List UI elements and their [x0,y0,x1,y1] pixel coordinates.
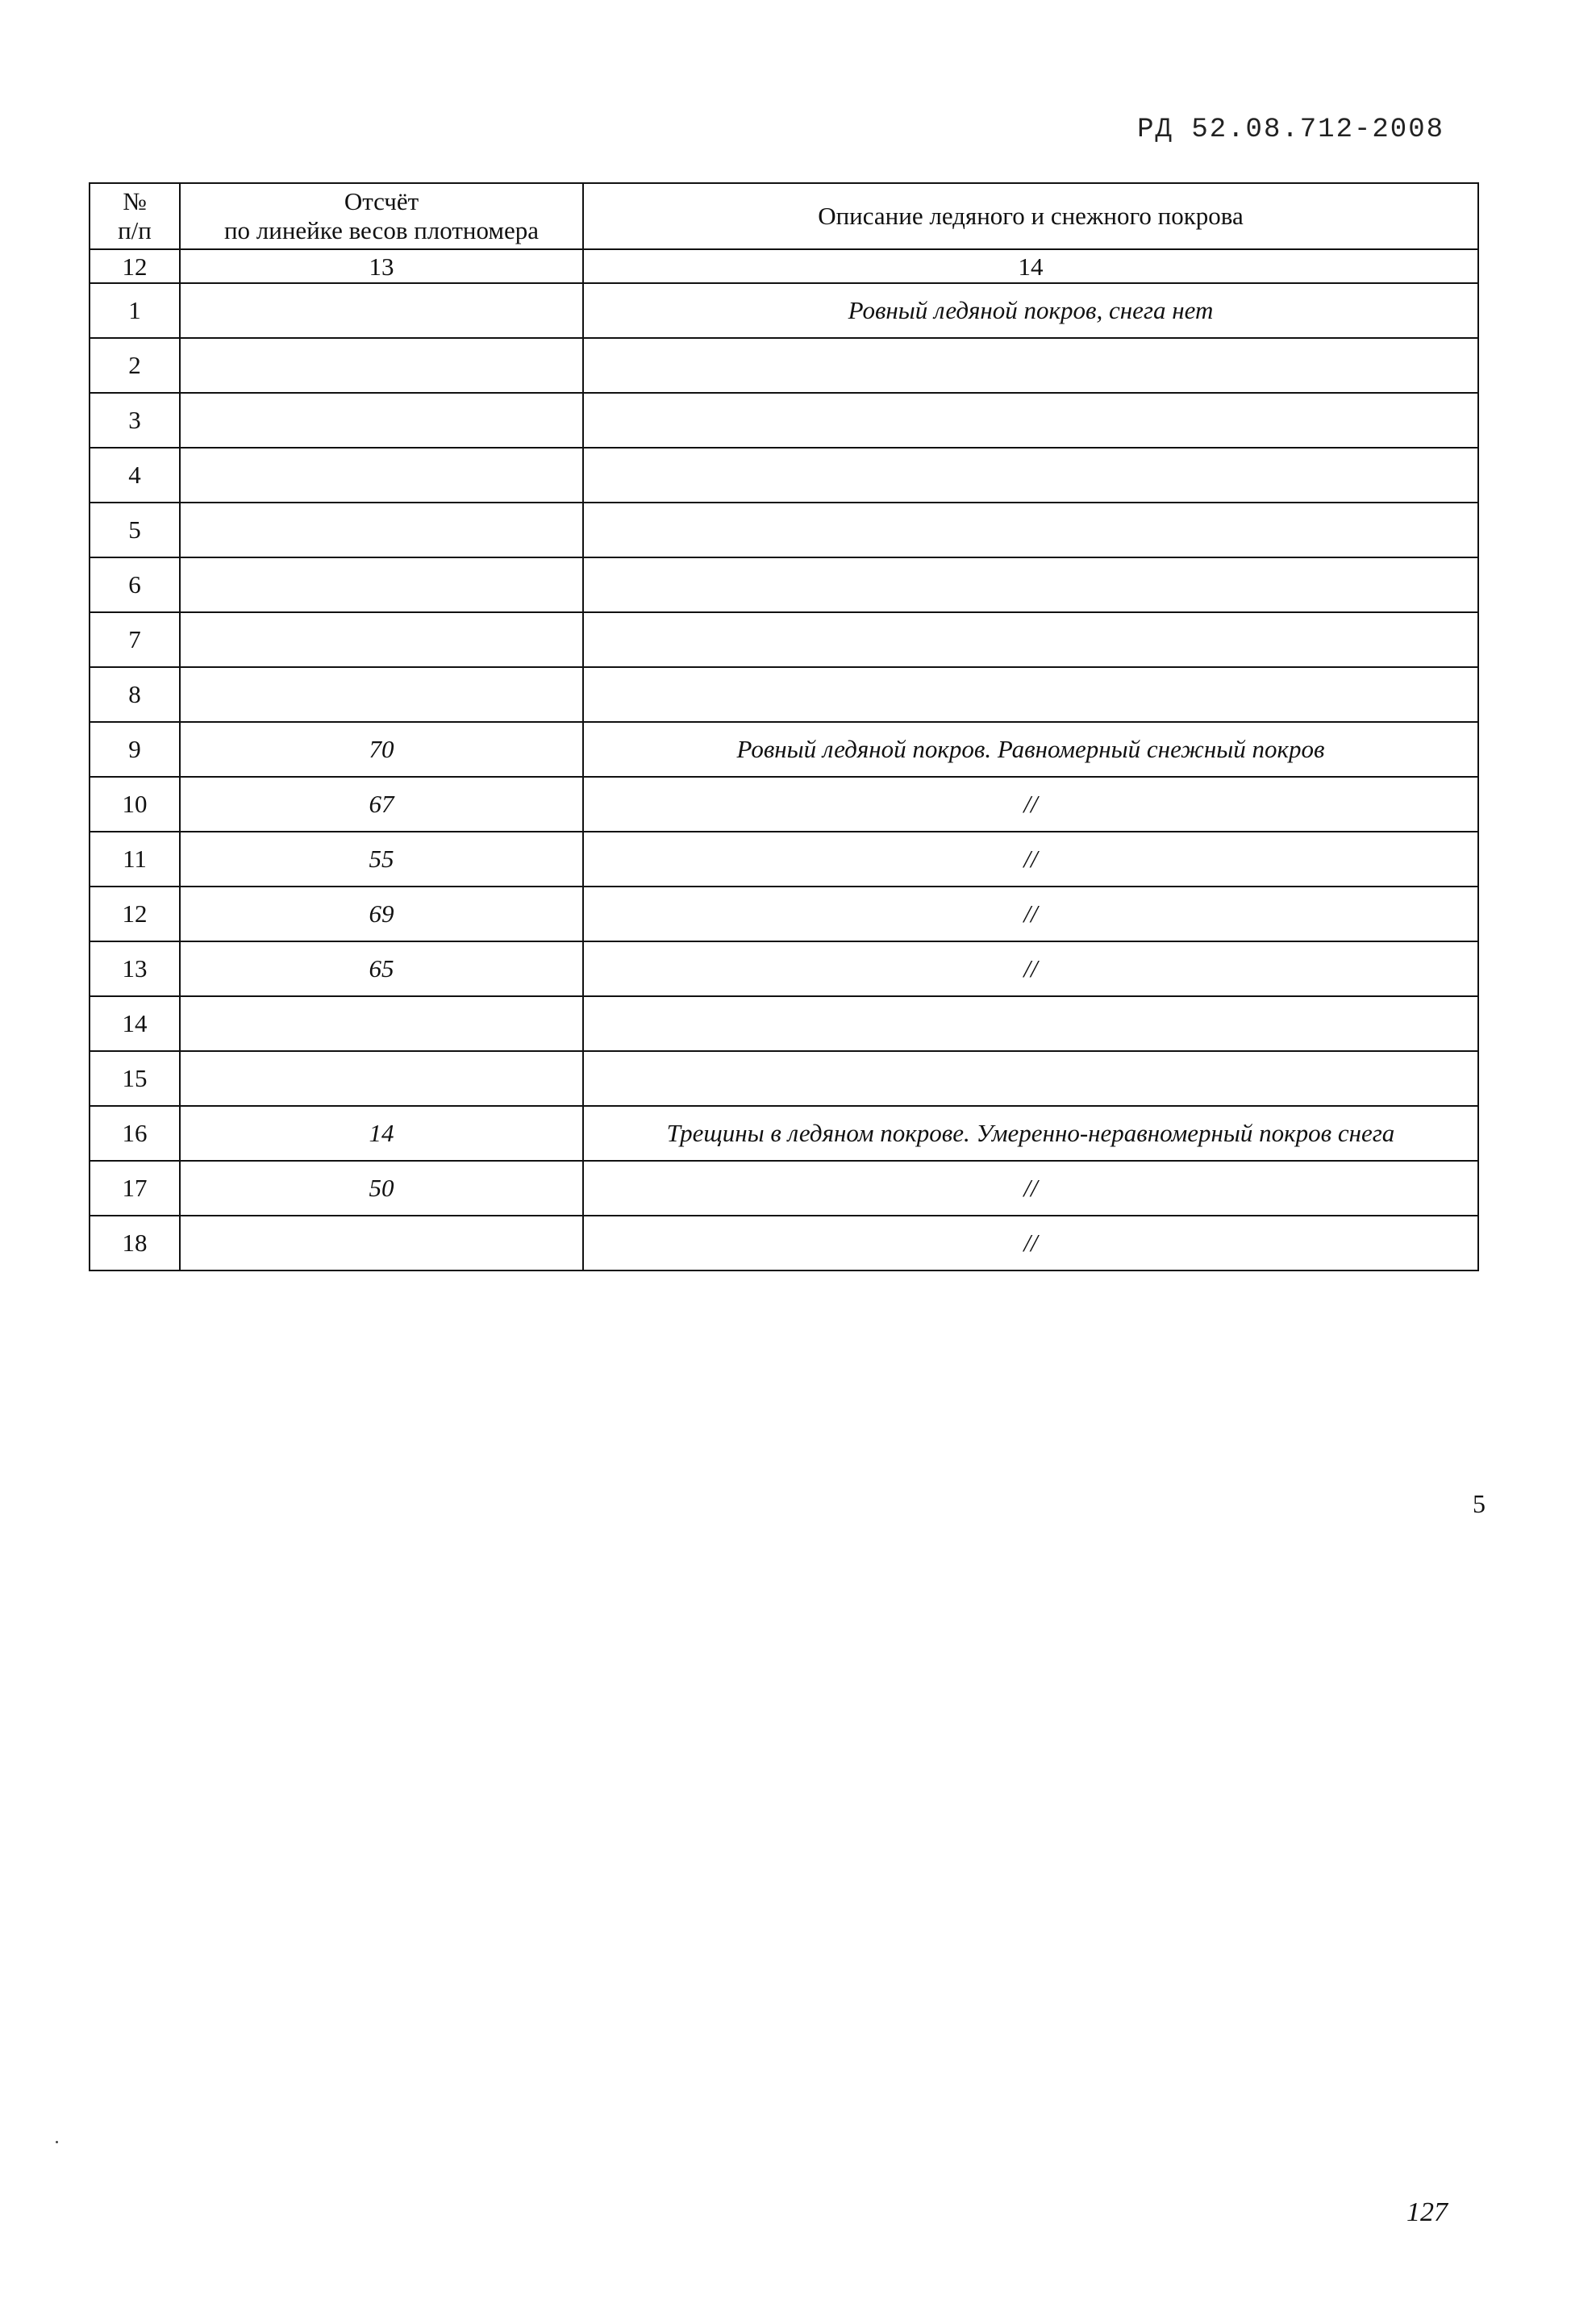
reading-cell [180,1051,583,1106]
description-cell [583,612,1478,667]
header-description: Описание ледяного и снежного покрова [583,183,1478,249]
reading-cell: 50 [180,1161,583,1216]
reading-cell [180,1216,583,1270]
table-row [90,996,1478,1051]
document-code: РД 52.08.712-2008 [1137,115,1444,145]
description-cell: Ровный ледяной покров, снега нет [583,283,1478,338]
table-row [90,832,1478,887]
row-number-cell: 18 [90,1216,180,1270]
header-num-abbrev: п/п [118,216,152,244]
row-number-cell: 14 [90,996,180,1051]
row-number-cell: 7 [90,612,180,667]
table-row [90,557,1478,612]
table-row [90,777,1478,832]
table-row [90,338,1478,393]
row-number-cell: 4 [90,448,180,503]
table-row [90,941,1478,996]
reading-cell: 14 [180,1106,583,1161]
table-row [90,503,1478,557]
description-cell [583,1051,1478,1106]
side-number: 5 [1473,1489,1486,1518]
description-cell: // [583,832,1478,887]
reading-cell: 65 [180,941,583,996]
description-cell: // [583,941,1478,996]
table-row [90,283,1478,338]
row-number-cell: 6 [90,557,180,612]
reading-cell [180,667,583,722]
reading-cell [180,393,583,448]
description-cell: // [583,1161,1478,1216]
reading-cell: 70 [180,722,583,777]
reading-cell: 69 [180,887,583,941]
description-cell: Ровный ледяной покров. Равномерный снежный покров [583,722,1478,777]
description-cell: // [583,887,1478,941]
header-reading-line2: по линейке весов плотномера [223,216,540,244]
table-row [90,887,1478,941]
page-number: 127 [1406,2197,1448,2227]
table-row [90,448,1478,503]
description-cell [583,557,1478,612]
reading-cell [180,612,583,667]
row-number-cell: 3 [90,393,180,448]
row-number-cell: 8 [90,667,180,722]
row-number-cell: 9 [90,722,180,777]
reading-cell [180,503,583,557]
description-cell [583,338,1478,393]
table-row [90,722,1478,777]
header-reading-line1: Отсчёт [344,187,419,216]
description-cell: Трещины в ледяном покрове. Умеренно-неравномерный покров снега [583,1106,1478,1161]
header-num [90,183,180,249]
reading-cell [180,283,583,338]
column-number: 13 [180,249,583,283]
row-number-cell: 2 [90,338,180,393]
table-row [90,1161,1478,1216]
reading-cell: 55 [180,832,583,887]
description-cell [583,996,1478,1051]
reading-cell: 67 [180,777,583,832]
row-number-cell: 17 [90,1161,180,1216]
reading-cell [180,996,583,1051]
header-num-symbol: № [123,187,147,216]
table-row [90,393,1478,448]
row-number-cell: 5 [90,503,180,557]
description-cell [583,448,1478,503]
description-cell: // [583,1216,1478,1270]
row-number-cell: 15 [90,1051,180,1106]
table-row [90,1051,1478,1106]
row-number-cell: 11 [90,832,180,887]
header-row [90,183,1478,249]
reading-cell [180,557,583,612]
table-body [90,283,1478,1270]
description-cell: // [583,777,1478,832]
table-row [90,612,1478,667]
header-reading [180,183,583,249]
row-number-cell: 10 [90,777,180,832]
row-number-cell: 1 [90,283,180,338]
table-row [90,667,1478,722]
description-cell [583,503,1478,557]
row-number-cell: 12 [90,887,180,941]
column-number: 14 [583,249,1478,283]
table-row [90,1216,1478,1270]
description-cell [583,393,1478,448]
row-number-cell: 13 [90,941,180,996]
reading-cell [180,338,583,393]
scan-speck [56,2141,58,2143]
reading-cell [180,448,583,503]
table-row [90,1106,1478,1161]
observation-table [89,182,1479,1271]
column-number-row [90,249,1478,283]
description-cell [583,667,1478,722]
column-number: 12 [90,249,180,283]
row-number-cell: 16 [90,1106,180,1161]
